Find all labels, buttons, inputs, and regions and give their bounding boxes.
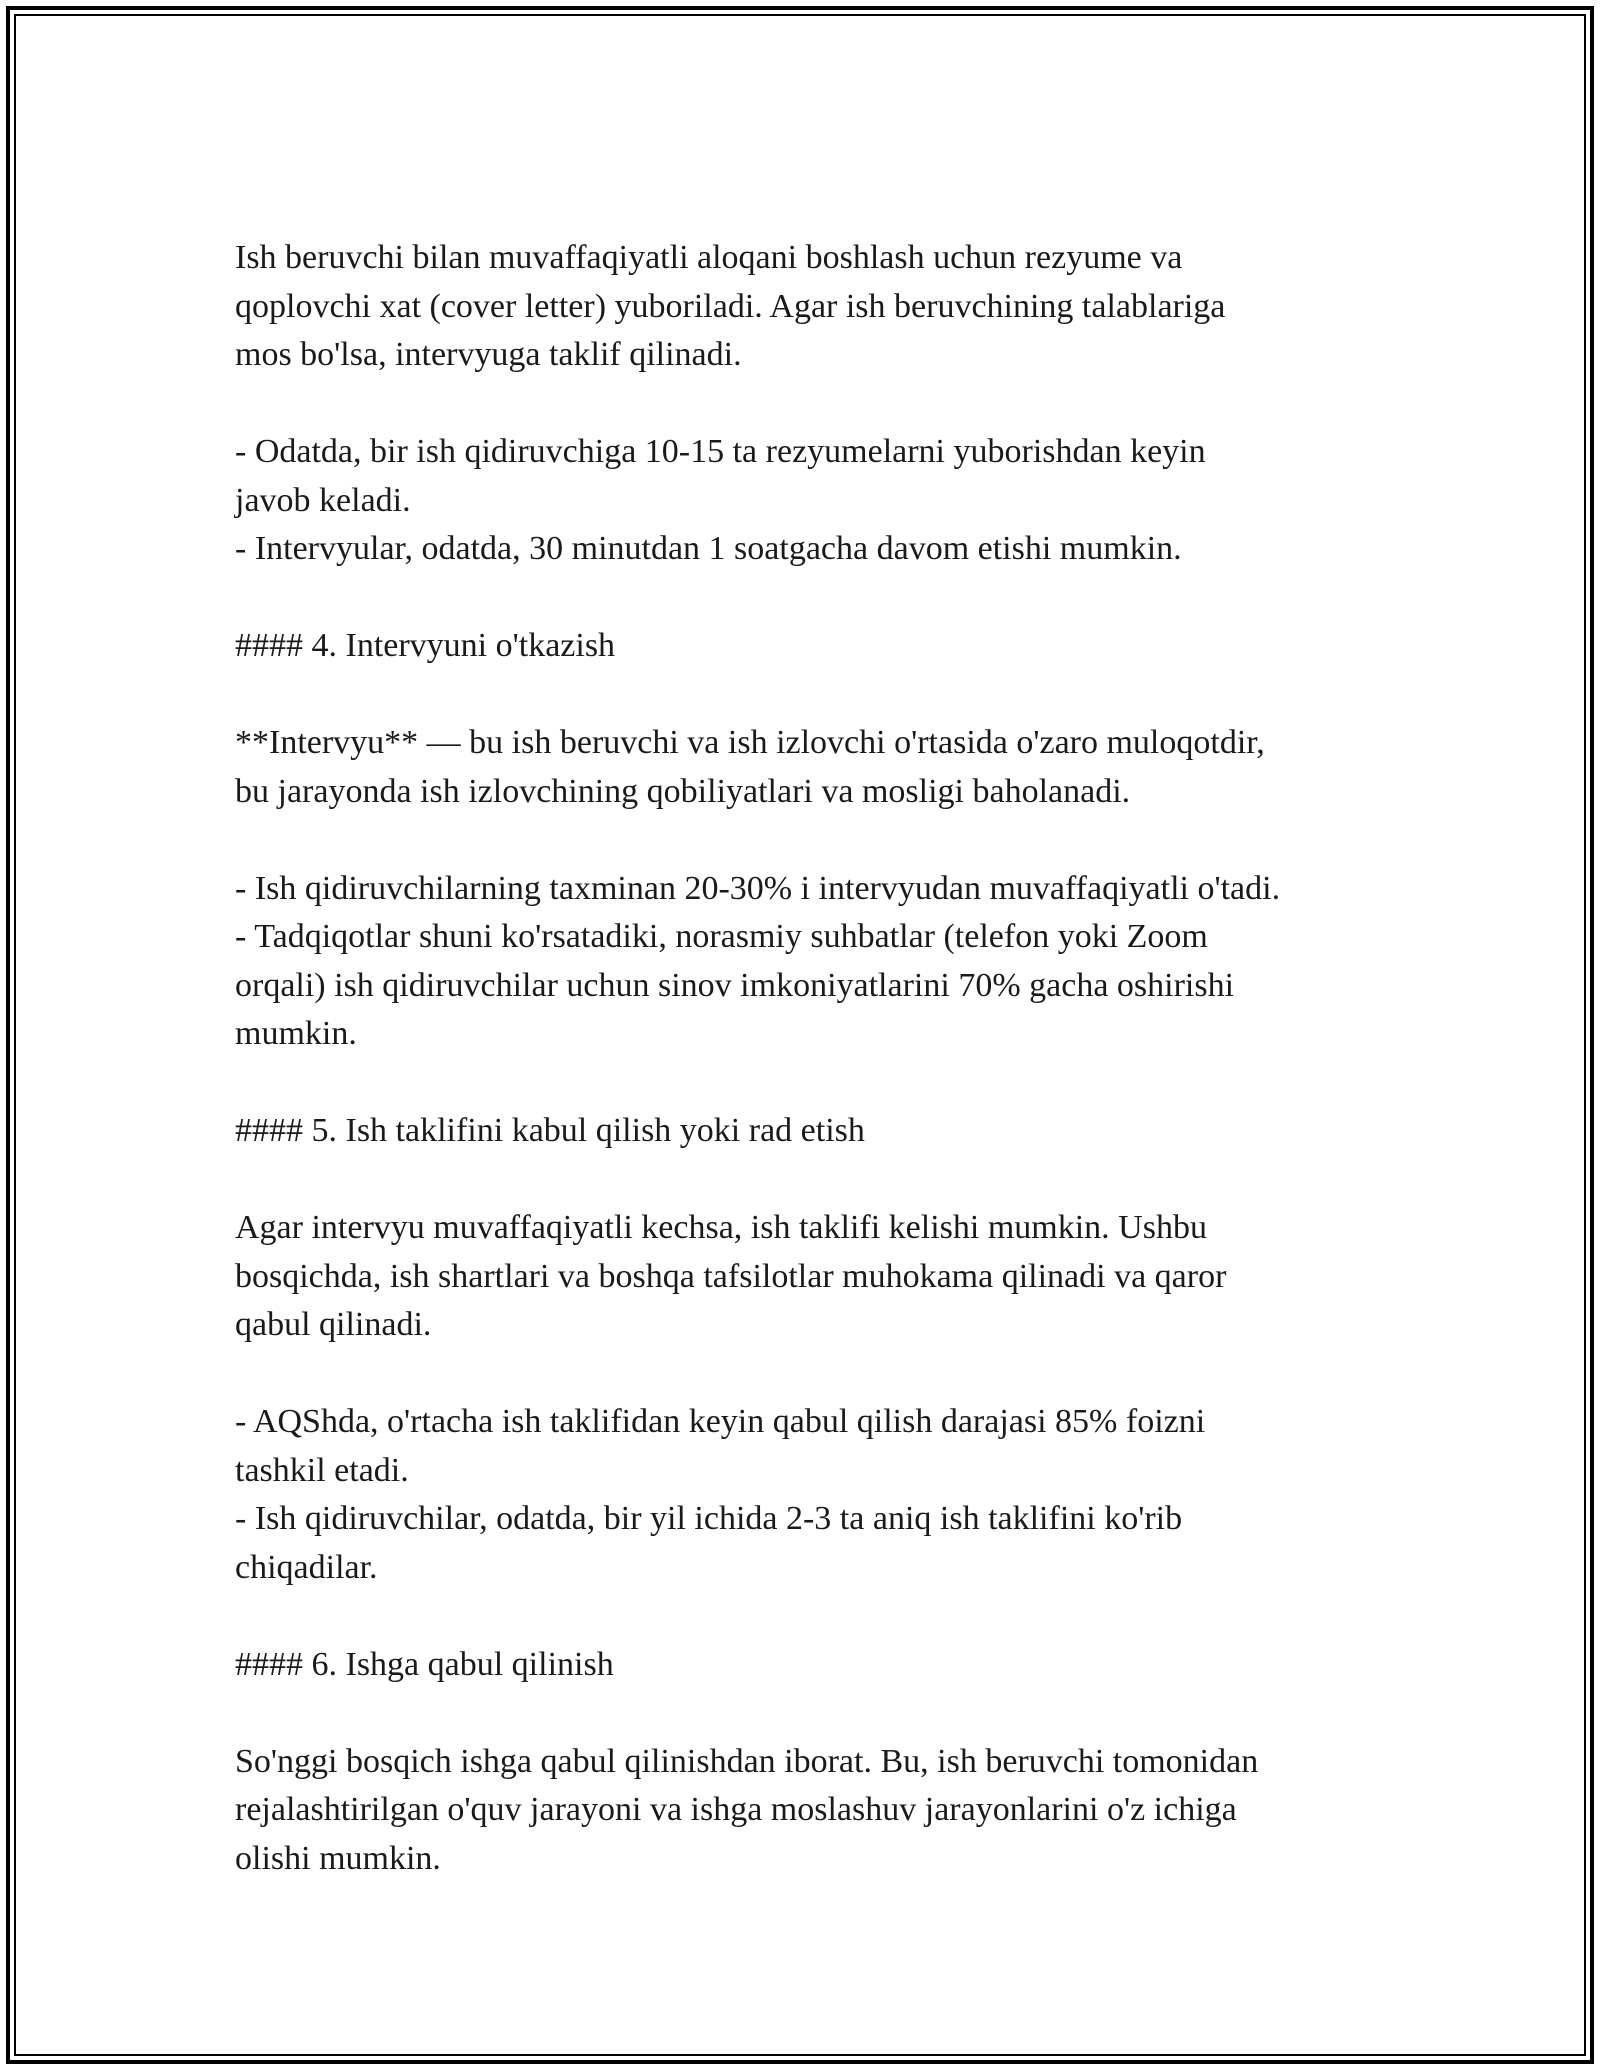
text-line: - Intervyular, odatda, 30 minutdan 1 soatgacha davom etishi mumkin. <box>235 530 1182 567</box>
text-line: javob keladi. <box>235 481 411 519</box>
paragraph-hiring <box>235 1738 1385 1884</box>
text-line: - Odatda, bir ish qidiruvchiga 10-15 ta rezyumelarni yuborishdan keyin <box>235 433 1206 470</box>
text-line: bosqichda, ish shartlari va boshqa tafsilotlar muhokama qilinadi va qaror <box>235 1257 1227 1295</box>
heading-text: #### 4. Intervyuni o'tkazish <box>235 627 616 664</box>
text-line: Ish beruvchi bilan muvaffaqiyatli aloqani boshlash uchun rezyume va <box>235 239 1183 276</box>
text-line: - AQShda, o'rtacha ish taklifidan keyin qabul qilish darajasi 85% foizni <box>235 1403 1206 1440</box>
text-line: **Intervyu** — bu ish beruvchi va ish izlovchi o'rtasida o'zaro muloqotdir, <box>235 724 1265 761</box>
text-line: bu jarayonda ish izlovchining qobiliyatlari va mosligi baholanadi. <box>235 772 1131 810</box>
text-line: orqali) ish qidiruvchilar uchun sinov imkoniyatlarini 70% gacha oshirishi <box>235 966 1235 1004</box>
heading-text: #### 6. Ishga qabul qilinish <box>235 1645 614 1683</box>
text-line: - Ish qidiruvchilarning taxminan 20-30% i intervyudan muvaffaqiyatli o'tadi. <box>235 869 1281 907</box>
bullet-list-resume-stats <box>235 428 1385 574</box>
text-line: mos bo'lsa, intervyuga taklif qilinadi. <box>235 336 742 373</box>
text-line: So'nggi bosqich ishga qabul qilinishdan iborat. Bu, ish beruvchi tomonidan <box>235 1742 1259 1780</box>
text-line: - Tadqiqotlar shuni ko'rsatadiki, norasmiy suhbatlar (telefon yoki Zoom <box>235 918 1208 955</box>
paragraph-job-offer <box>235 1204 1385 1350</box>
section-heading-5 <box>235 1107 1385 1156</box>
heading-text: #### 5. Ish taklifini kabul qilish yoki rad etish <box>235 1112 865 1149</box>
text-line: qabul qilinadi. <box>235 1306 432 1343</box>
text-line: Agar intervyu muvaffaqiyatli kechsa, ish taklifi kelishi mumkin. Ushbu <box>235 1209 1207 1246</box>
section-heading-6 <box>235 1641 1385 1690</box>
text-line: qoplovchi xat (cover letter) yuboriladi. Agar ish beruvchining talablariga <box>235 287 1226 325</box>
text-line: olishi mumkin. <box>235 1839 441 1877</box>
text-line: chiqadilar. <box>235 1548 378 1586</box>
bullet-list-offer-stats <box>235 1398 1385 1592</box>
text-line: rejalashtirilgan o'quv jarayoni va ishga moslashuv jarayonlarini o'z ichiga <box>235 1791 1237 1828</box>
bullet-list-interview-stats <box>235 865 1385 1059</box>
text-line: mumkin. <box>235 1015 357 1052</box>
text-line: tashkil etadi. <box>235 1451 409 1489</box>
section-heading-4 <box>235 622 1385 671</box>
document-body <box>235 234 1385 1883</box>
paragraph-intro <box>235 234 1385 380</box>
text-line: - Ish qidiruvchilar, odatda, bir yil ichida 2-3 ta aniq ish taklifini ko'rib <box>235 1500 1183 1537</box>
paragraph-interview-definition <box>235 719 1385 816</box>
